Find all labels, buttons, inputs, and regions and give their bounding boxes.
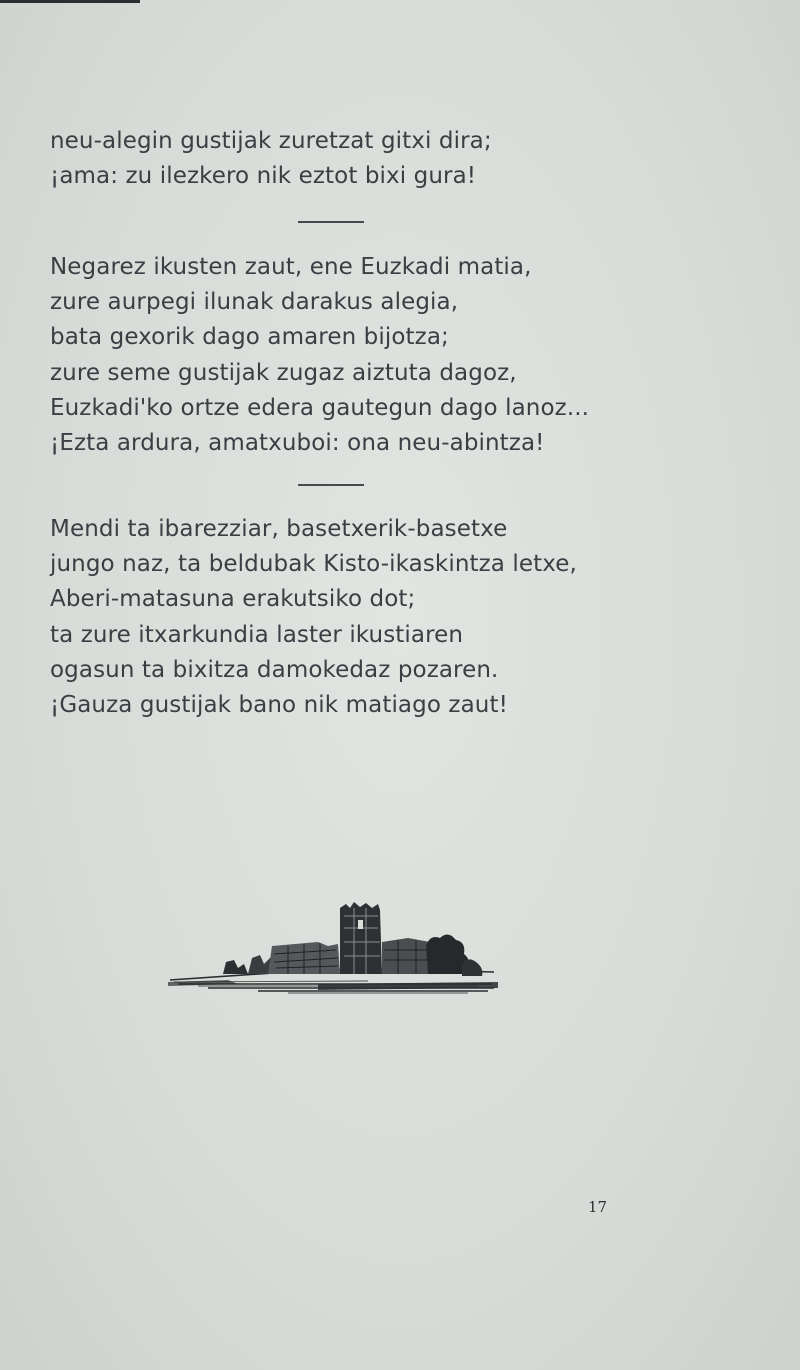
- verse-line: ¡Ezta ardura, amatxuboi: ona neu-abintza!: [50, 429, 545, 456]
- verse-line: jungo naz, ta beldubak Kisto-ikaskintza letxe,: [50, 551, 577, 578]
- stanza-2: [50, 250, 589, 461]
- verse-line: neu-alegin gustijak zuretzat gitxi dira;: [50, 128, 492, 154]
- stanza-3: [50, 512, 577, 723]
- verse-line: zure seme gustijak zugaz aiztuta dagoz,: [50, 359, 517, 386]
- verse-line: ta zure itxarkundia laster ikustiaren: [50, 621, 464, 648]
- page-number: 17: [588, 1198, 608, 1216]
- verse-line: Mendi ta ibarezziar, basetxerik-basetxe: [50, 516, 508, 542]
- verse-line: zure aurpegi ilunak darakus alegia,: [50, 289, 459, 316]
- page-edge: [0, 0, 140, 3]
- stanza-1: [50, 124, 492, 194]
- verse-line: Negarez ikusten zaut, ene Euzkadi matia,: [50, 254, 532, 280]
- castle-ruins-vignette: [168, 898, 498, 998]
- verse-line: Aberi-matasuna erakutsiko dot;: [50, 586, 416, 613]
- verse-line: ogasun ta bixitza damokedaz pozaren.: [50, 656, 499, 683]
- verse-line: bata gexorik dago amaren bijotza;: [50, 324, 449, 351]
- verse-line: ¡Gauza gustijak bano nik matiago zaut!: [50, 691, 508, 718]
- stanza-divider: [298, 484, 364, 486]
- stanza-divider: [298, 221, 364, 223]
- verse-line: Euzkadi'ko ortze edera gautegun dago lanoz...: [50, 394, 590, 421]
- verse-line: ¡ama: zu ilezkero nik eztot bixi gura!: [50, 163, 477, 190]
